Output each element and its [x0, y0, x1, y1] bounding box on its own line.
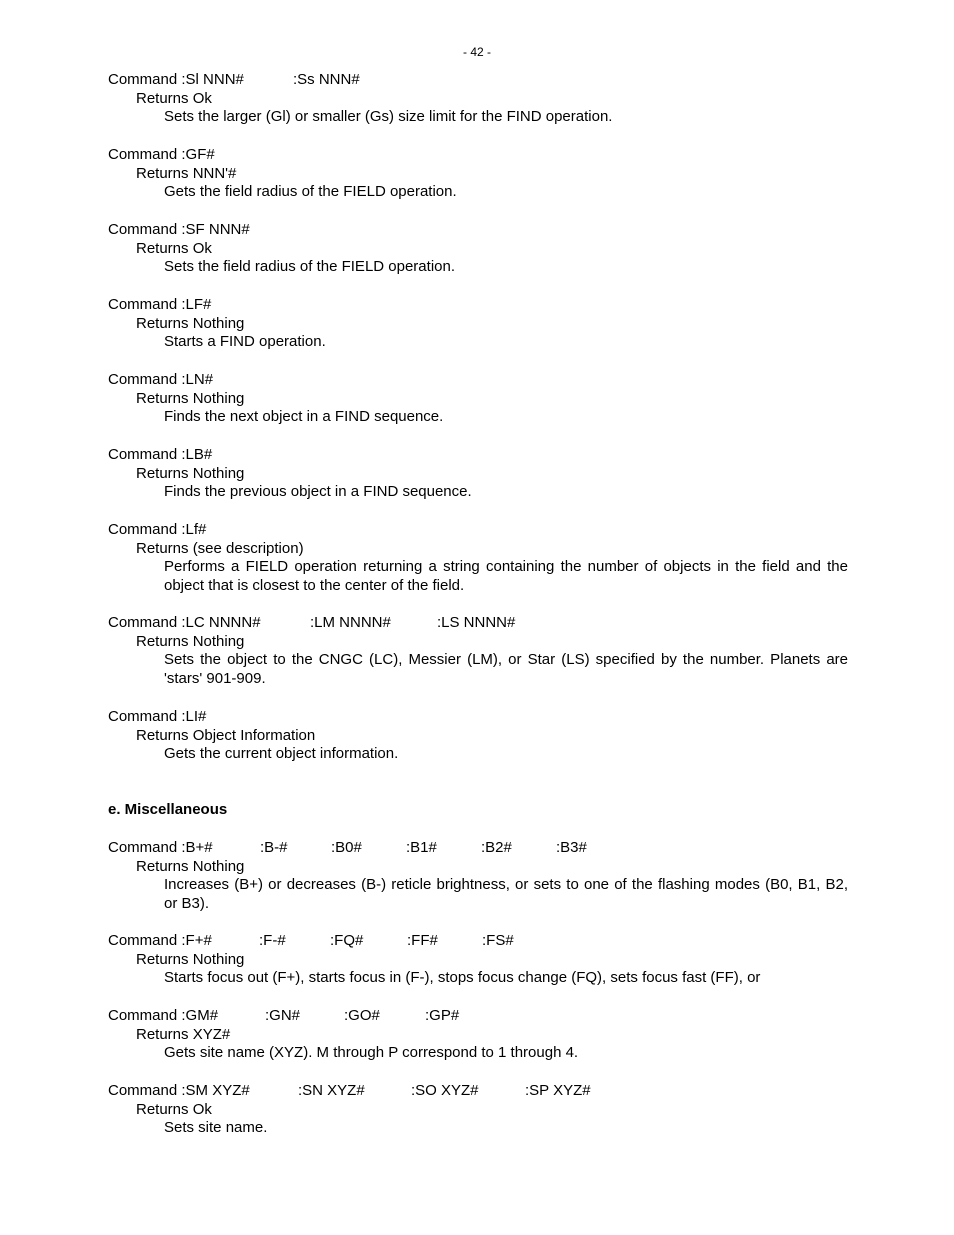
command-alt: :SP XYZ# [525, 1082, 591, 1099]
command-entry-find-previous [108, 446, 848, 502]
command-alt: :B3# [556, 839, 587, 856]
command-name: Command :B+# [108, 839, 213, 856]
command-alt: :GO# [344, 1007, 380, 1024]
command-line [108, 446, 848, 465]
command-returns: Returns Ok [136, 89, 212, 107]
command-alt: :GP# [425, 1007, 460, 1024]
command-name: Command :LC NNNN# [108, 614, 261, 631]
command-entry-set-object [108, 614, 848, 689]
command-alt: :B1# [406, 839, 437, 856]
command-returns: Returns Nothing [136, 464, 245, 482]
command-description: Performs a FIELD operation returning a string containing the number of objects in the field and the object that is closest to the center of the field. [164, 558, 848, 595]
command-description: Gets the current object information. [164, 745, 399, 763]
command-entry-find-next [108, 371, 848, 427]
command-description: Sets the field radius of the FIELD operation. [164, 258, 455, 276]
command-line [108, 1082, 848, 1101]
command-description: Starts a FIND operation. [164, 333, 326, 351]
command-line [108, 296, 848, 315]
command-entry-set-field [108, 221, 848, 277]
command-returns: Returns Ok [136, 1100, 212, 1118]
command-description: Finds the next object in a FIND sequence. [164, 408, 444, 426]
section-heading: e. Miscellaneous [108, 801, 228, 818]
command-line [108, 708, 848, 727]
command-name: Command :F+# [108, 932, 212, 949]
command-alt: :SO XYZ# [411, 1082, 479, 1099]
command-entry-set-site-name [108, 1082, 848, 1138]
command-entry-object-info [108, 708, 848, 764]
command-entry-get-site-name [108, 1007, 848, 1063]
command-returns: Returns (see description) [136, 539, 304, 557]
command-name: Command :SF NNN# [108, 221, 250, 238]
command-returns: Returns Object Information [136, 726, 316, 744]
command-alt: :SN XYZ# [298, 1082, 365, 1099]
command-description: Starts focus out (F+), starts focus in (F-), stops focus change (FQ), sets focus fast (FF), or [164, 969, 761, 987]
command-entry-focus [108, 932, 848, 988]
command-alt: :FQ# [330, 932, 364, 949]
command-line [108, 839, 848, 858]
command-name: Command :Lf# [108, 521, 207, 538]
command-description: Finds the previous object in a FIND sequence. [164, 483, 472, 501]
command-name: Command :LB# [108, 446, 213, 463]
command-returns: Returns Nothing [136, 314, 245, 332]
command-alt: :LS NNNN# [437, 614, 516, 631]
command-description: Sets the object to the CNGC (LC), Messier (LM), or Star (LS) specified by the number. Planets are 'stars' 901-909. [164, 651, 848, 688]
command-name: Command :LN# [108, 371, 214, 388]
command-alt: :FS# [482, 932, 514, 949]
command-alt: :GN# [265, 1007, 301, 1024]
command-line [108, 146, 848, 165]
command-returns: Returns Nothing [136, 632, 245, 650]
command-description: Increases (B+) or decreases (B-) reticle brightness, or sets to one of the flashing modes (B0, B1, B2, or B3). [164, 876, 848, 913]
command-line [108, 614, 848, 633]
command-description: Sets site name. [164, 1119, 268, 1137]
command-alt: :F-# [259, 932, 286, 949]
command-alt: :Ss NNN# [293, 71, 360, 88]
command-line [108, 932, 848, 951]
command-returns: Returns Nothing [136, 389, 245, 407]
command-name: Command :SM XYZ# [108, 1082, 250, 1099]
command-name: Command :GF# [108, 146, 215, 163]
command-name: Command :LI# [108, 708, 207, 725]
command-alt: :B2# [481, 839, 512, 856]
command-entry-set-size-limit [108, 71, 848, 127]
command-name: Command :Sl NNN# [108, 71, 244, 88]
command-returns: Returns Ok [136, 239, 212, 257]
command-description: Gets site name (XYZ). M through P correspond to 1 through 4. [164, 1044, 579, 1062]
command-alt: :FF# [407, 932, 438, 949]
command-alt: :LM NNNN# [310, 614, 391, 631]
command-description: Gets the field radius of the FIELD operation. [164, 183, 457, 201]
command-line [108, 221, 848, 240]
command-description: Sets the larger (Gl) or smaller (Gs) size limit for the FIND operation. [164, 108, 613, 126]
command-line [108, 371, 848, 390]
command-entry-get-field [108, 146, 848, 202]
command-returns: Returns Nothing [136, 857, 245, 875]
command-returns: Returns NNN'# [136, 164, 237, 182]
command-line [108, 521, 848, 540]
command-returns: Returns XYZ# [136, 1025, 231, 1043]
command-entry-field-operation [108, 521, 848, 596]
command-alt: :B0# [331, 839, 362, 856]
command-alt: :B-# [260, 839, 288, 856]
command-name: Command :GM# [108, 1007, 219, 1024]
command-line [108, 71, 848, 90]
command-name: Command :LF# [108, 296, 212, 313]
page-number: - 42 - [462, 45, 491, 59]
command-entry-find [108, 296, 848, 352]
command-returns: Returns Nothing [136, 950, 245, 968]
command-line [108, 1007, 848, 1026]
command-entry-reticle-brightness [108, 839, 848, 914]
